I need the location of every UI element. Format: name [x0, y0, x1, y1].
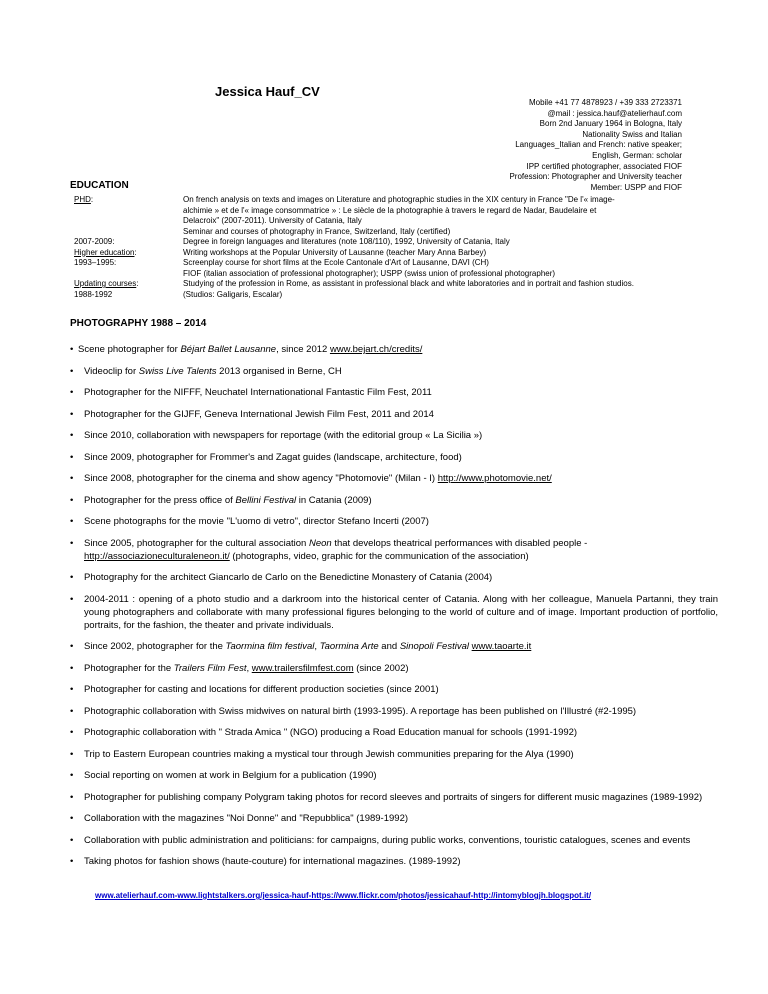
bullet-icon: •	[70, 473, 74, 484]
bullet-icon: •	[70, 593, 74, 605]
list-item: • Photographer for casting and locations for different production societies (since 2001)	[70, 684, 439, 695]
list-item: • Since 2005, photographer for the cultural association Neon that develops theatrical performances with disabled people - http://associazioneculturaleneon.it/ (photographs, video, graphic for the communication of the association)	[70, 537, 588, 562]
education-line: Writing workshops at the Popular University of Lausanne (teacher Mary Anna Barbey)	[183, 247, 487, 257]
bullet-icon: •	[70, 834, 74, 846]
list-item: • Since 2009, photographer for Frommer's and Zagat guides (landscape, architecture, food)	[70, 451, 462, 463]
taoarte-link[interactable]: www.taoarte.it	[471, 641, 532, 652]
list-item: • Photographer for the Trailers Film Fest, www.trailersfilmfest.com (since 2002)	[70, 662, 409, 674]
list-item: • Collaboration with the magazines "Noi Donne" and "Repubblica" (1989-1992)	[70, 813, 409, 824]
bullet-icon: •	[70, 705, 74, 717]
education-line: Degree in foreign languages and literatures (note 108/110), 1992, University of Catania, Italy	[183, 237, 510, 246]
neon-link[interactable]: http://associazioneculturaleneon.it/	[84, 550, 230, 562]
contact-line: Born 2nd January 1964 in Bologna, Italy	[539, 119, 682, 129]
bullet-icon: •	[70, 662, 74, 674]
contact-line: Profession: Photographer and University teacher	[509, 172, 682, 182]
contact-block	[352, 98, 682, 193]
bullet-icon: •	[70, 344, 74, 355]
contact-line: Nationality Swiss and Italian	[582, 129, 682, 139]
education-line: FIOF (italian association of professional photographer); USPP (swiss union of professional photographer)	[183, 268, 556, 278]
list-item: • Photographic collaboration with Swiss midwives on natural birth (1993-1995). A reportage has been published on l'Illustré (#2-1995)	[70, 705, 637, 717]
education-heading: EDUCATION	[70, 180, 129, 191]
list-item: • Photographic collaboration with " Strada Amica " (NGO) producing a Road Education manual for schools (1991-1992)	[70, 727, 578, 738]
bullet-icon: •	[70, 684, 74, 695]
updating-courses-label: Updating courses:	[74, 279, 139, 288]
list-item: • Collaboration with public administration and politicians: for campaigns, during public works, conventions, touristic catalogues, scenes and events	[70, 834, 691, 846]
bullet-icon: •	[70, 408, 74, 420]
contact-line: Member: USPP and FIOF	[590, 182, 682, 192]
list-item: • Since 2002, photographer for the Taormina film festival, Taormina Arte and Sinopoli Festival www.taoarte.it	[70, 641, 532, 652]
education-line: Studying of the profession in Rome, as assistant in professional black and white laboratories and in portrait and fashion studios.	[183, 279, 634, 288]
education-labels	[74, 195, 174, 300]
bullet-icon: •	[70, 856, 74, 867]
bullet-icon: •	[70, 451, 74, 463]
list-item: • Trip to Eastern European countries making a mystical tour through Jewish communities preparing for the Alya (1990)	[70, 748, 574, 760]
bullet-icon: •	[70, 727, 74, 738]
list-item: • Scene photographer for Béjart Ballet Lausanne, since 2012 www.bejart.ch/credits/	[70, 344, 423, 355]
list-item: • Since 2008, photographer for the cinema and show agency "Photomovie" (Milan - I) http://www.photomovie.net/	[70, 473, 552, 484]
photography-list	[70, 343, 718, 877]
list-item: • Photographer for the NIFFF, Neuchatel Internationational Fantastic Film Fest, 2011	[70, 387, 432, 398]
education-line: (Studios: Galigaris, Escalar)	[183, 289, 283, 299]
education-line: Screenplay course for short films at the Ecole Cantonale d'Art of Lausanne, DAVI (CH)	[183, 258, 489, 267]
list-item: • Photographer for the press office of Bellini Festival in Catania (2009)	[70, 494, 372, 506]
education-line: Seminar and courses of photography in France, Switzerland, Italy (certified)	[183, 226, 451, 236]
years-label: 2007-2009:	[74, 237, 115, 246]
bullet-icon: •	[70, 748, 74, 760]
bullet-icon: •	[70, 430, 74, 441]
higher-education-label: Higher education:	[74, 247, 137, 257]
list-item: • Social reporting on women at work in Belgium for a publication (1990)	[70, 770, 377, 781]
contact-line: Mobile +41 77 4878923 / +39 333 2723371	[528, 98, 682, 107]
education-line: alchimie » et de l'« image consommatrice » : Le siècle de la photographie à travers le regard de Nadar, Baudelaire et	[183, 205, 597, 215]
list-item: • Taking photos for fashion shows (haute-couture) for international magazines. (1989-1992)	[70, 856, 461, 867]
phd-label: PHD:	[74, 195, 94, 204]
photography-heading: PHOTOGRAPHY 1988 – 2014	[70, 318, 207, 329]
bullet-icon: •	[70, 387, 74, 398]
trailersfilmfest-link[interactable]: www.trailersfilmfest.com	[251, 662, 354, 674]
contact-line: @mail : jessica.hauf@atelierhauf.com	[547, 108, 682, 118]
bullet-icon: •	[70, 365, 74, 377]
years-label: 1988-1992	[74, 289, 113, 299]
list-item: • Since 2010, collaboration with newspapers for reportage (with the editorial group « La Sicilia »)	[70, 430, 483, 441]
contact-line: IPP certified photographer, associated FIOF	[526, 161, 682, 171]
list-item: • Photographer for publishing company Polygram taking photos for record sleeves and portraits of singers for different music magazines (1989-1992)	[70, 791, 703, 803]
footer-links[interactable]: www.atelierhauf.com-www.lightstalkers.org/jessica-hauf-https://www.flickr.com/photos/jessicahauf-http://intomyblogjh.blogspot.it/	[95, 891, 592, 900]
education-details	[183, 195, 723, 300]
bullet-icon: •	[70, 770, 74, 781]
bullet-icon: •	[70, 641, 74, 652]
bejart-link[interactable]: www.bejart.ch/credits/	[329, 344, 423, 355]
list-item: • Videoclip for Swiss Live Talents 2013 organised in Berne, CH	[70, 365, 342, 377]
bullet-icon: •	[70, 537, 74, 549]
list-item: • Photography for the architect Giancarlo de Carlo on the Benedictine Monastery of Catania (2004)	[70, 572, 493, 583]
photomovie-link[interactable]: http://www.photomovie.net/	[437, 473, 552, 484]
bullet-icon: •	[70, 572, 74, 583]
contact-line: Languages_Italian and French: native speaker;	[515, 140, 682, 150]
education-line: On french analysis on texts and images on Literature and photographic studies in the XIX century in France "De l'« image-	[183, 195, 615, 204]
bullet-icon: •	[70, 516, 74, 527]
bullet-icon: •	[70, 813, 74, 824]
cv-title: Jessica Hauf_CV	[215, 84, 320, 99]
contact-line: English, German: scholar	[592, 150, 682, 160]
bullet-icon: •	[70, 791, 74, 803]
list-item: • Photographer for the GIJFF, Geneva International Jewish Film Fest, 2011 and 2014	[70, 408, 434, 420]
education-line: Delacroix" (2007-2011). University of Catania, Italy	[183, 216, 362, 225]
bullet-icon: •	[70, 494, 74, 506]
years-label: 1993–1995:	[74, 258, 117, 267]
list-item: • Scene photographs for the movie "L'uomo di vetro", director Stefano Incerti (2007)	[70, 516, 429, 527]
list-item: • 2004-2011 : opening of a photo studio and a darkroom into the historical center of Catania. Along with her colleague, Manuela Partanni, they train young photographers and collaborate with many professional figures belonging to the world of culture and of image. Important production of portfolio, portraits, for the fashion, the theater and private individuals.	[70, 593, 718, 631]
